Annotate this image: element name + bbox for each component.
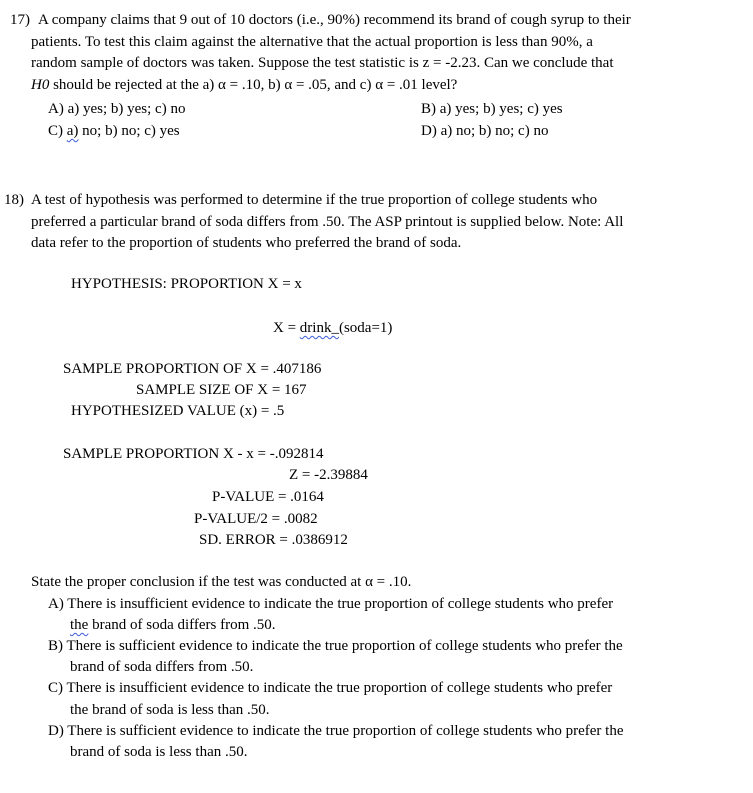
question-18-option-a-line-2 <box>70 615 276 635</box>
question-18-option-b-line-2: brand of soda differs from .50. <box>70 659 254 675</box>
question-17-option-c-label: C) <box>48 123 63 139</box>
printout-sample-proportion: SAMPLE PROPORTION OF X = .407186 <box>63 361 322 377</box>
question-17-stem-line-4 <box>31 75 457 95</box>
question-17-stem-line-3: random sample of doctors was taken. Suppose the test statistic is z = -2.23. Can we conclude that <box>31 55 614 71</box>
question-18-option-b-line-1: B) There is sufficient evidence to indicate the true proportion of college students who prefer the <box>48 638 623 654</box>
question-17-stem-line-2: patients. To test this claim against the alternative that the actual proportion is less than 90%, a <box>31 34 593 50</box>
question-17-stem-line-1: A company claims that 9 out of 10 doctors (i.e., 90%) recommend its brand of cough syrup to their <box>38 12 631 28</box>
printout-hypothesis: HYPOTHESIS: PROPORTION X = x <box>71 276 302 292</box>
question-17-option-c-text: no; b) no; c) yes <box>82 123 180 139</box>
printout-sd-error: SD. ERROR = .0386912 <box>199 532 348 548</box>
question-18-stem-line-1: A test of hypothesis was performed to determine if the true proportion of college students who <box>31 192 598 208</box>
question-17-option-c <box>48 121 180 141</box>
question-18-prompt: State the proper conclusion if the test was conducted at α = .10. <box>31 574 412 590</box>
printout-p-value: P-VALUE = .0164 <box>212 489 324 505</box>
question-18-option-d-line-1: D) There is sufficient evidence to indicate the true proportion of college students who prefer the <box>48 723 624 739</box>
question-17-number: 17) <box>10 12 30 28</box>
spellcheck-marked-word: a) <box>66 123 79 139</box>
question-18-option-c-line-1: C) There is insufficient evidence to indicate the true proportion of college students who prefer <box>48 680 613 696</box>
question-18-option-a-line-1: A) There is insufficient evidence to indicate the true proportion of college students who prefer <box>48 596 614 612</box>
question-18-stem-line-2: preferred a particular brand of soda differs from .50. The ASP printout is supplied below. Note: All <box>31 214 624 230</box>
question-18-number: 18) <box>4 192 24 208</box>
question-18-stem-line-3: data refer to the proportion of students who preferred the brand of soda. <box>31 235 462 251</box>
spellcheck-marked-word: the <box>70 617 89 633</box>
question-17-option-b: B) a) yes; b) yes; c) yes <box>421 101 563 117</box>
question-17-option-d: D) a) no; b) no; c) no <box>421 123 549 139</box>
question-17-option-a: A) a) yes; b) yes; c) no <box>48 101 186 117</box>
printout-x-definition <box>273 318 392 338</box>
printout-x-definition-rest: (soda=1) <box>338 320 393 336</box>
spellcheck-marked-word: drink_ <box>299 320 339 336</box>
printout-hypothesized-value: HYPOTHESIZED VALUE (x) = .5 <box>71 403 285 419</box>
printout-difference: SAMPLE PROPORTION X - x = -.092814 <box>63 446 324 462</box>
question-18-option-a-line-2-text: brand of soda differs from .50. <box>92 617 276 633</box>
printout-z-statistic: Z = -2.39884 <box>289 467 368 483</box>
question-18-option-d-line-2: brand of soda is less than .50. <box>70 744 248 760</box>
question-18-option-c-line-2: the brand of soda is less than .50. <box>70 702 270 718</box>
question-17-stem-line-4-text: should be rejected at the a) α = .10, b) α = .05, and c) α = .01 level? <box>53 77 458 93</box>
printout-p-value-half: P-VALUE/2 = .0082 <box>194 511 318 527</box>
h0-symbol: H0 <box>31 77 50 93</box>
printout-sample-size: SAMPLE SIZE OF X = 167 <box>136 382 307 398</box>
printout-x-definition-prefix: X = <box>273 320 297 336</box>
